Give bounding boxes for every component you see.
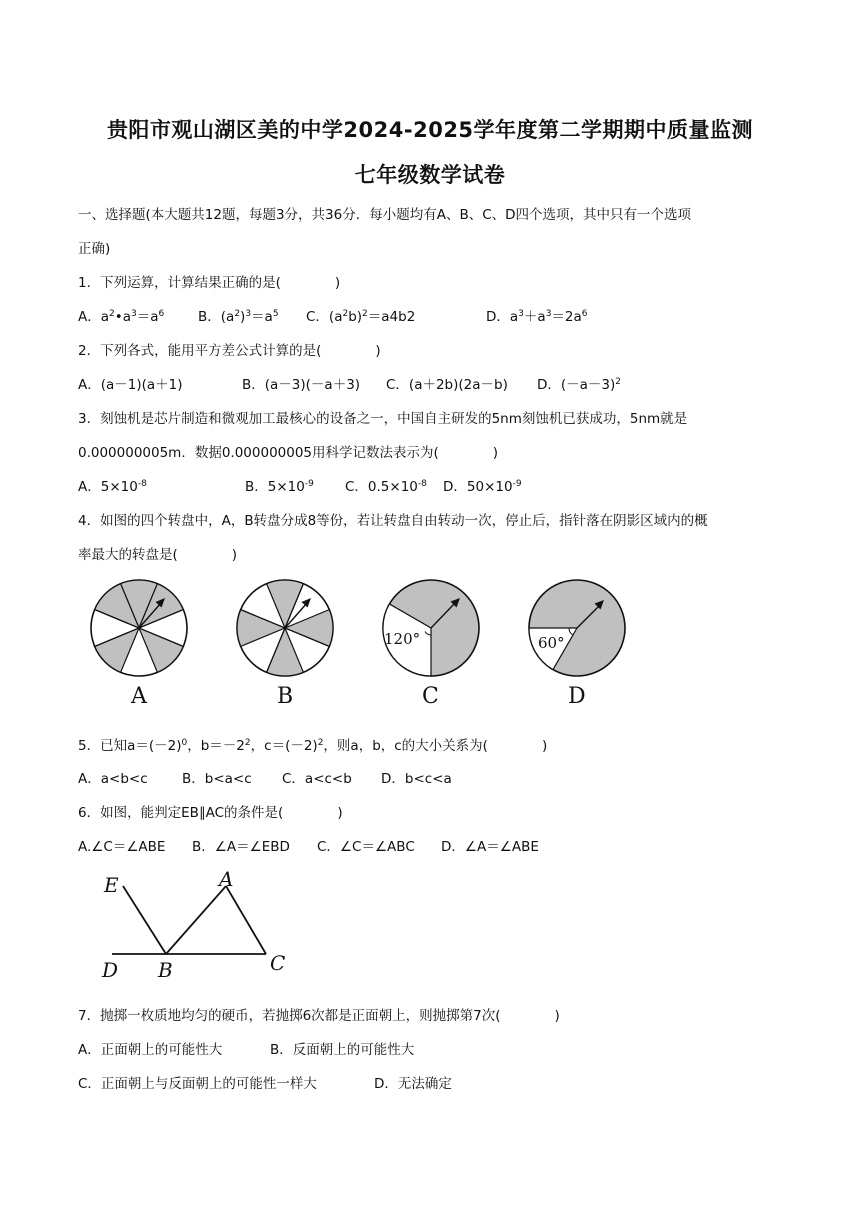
spinner-label-c: C — [422, 684, 439, 709]
q1-option-b: B．$(a^2)^3=a^5$ — [198, 309, 279, 325]
q1-option-c: C．$(a^2b)^2=a4b2$ — [306, 309, 416, 325]
spinner-a — [91, 580, 187, 676]
q7-stem: 7．抛掷一枚质地均匀的硬币，若抛掷6次都是正面朝上，则抛掷第7次( ) — [78, 1008, 560, 1024]
q2-option-b: B．(a－3)(－a＋3) — [242, 377, 361, 393]
point-label-e: E — [104, 873, 119, 897]
section-intro-cont: 正确) — [78, 241, 111, 257]
section-intro: 一、选择题(本大题共12题，每题3分，共36分．每小题均有A、B、C、D四个选项，其中只有一个选项 — [78, 207, 692, 223]
q3-option-b: B．$5\times 10^{-9}$ — [245, 479, 314, 495]
segment-ba — [166, 886, 226, 954]
q6-option-b: B．∠A＝∠EBD — [192, 839, 290, 855]
segment-ac — [226, 886, 266, 954]
q5-stem: 5．已知$a=(-2)^0$，$b=-2^2$，$c=(-2)^2$，则a，b，c的大小关系为( ) — [78, 738, 548, 754]
q1-stem: 1．下列运算，计算结果正确的是( ) — [78, 275, 341, 291]
q4-stem-cont: 率最大的转盘是( ) — [78, 547, 238, 563]
q6-option-c: C．∠C＝∠ABC — [317, 839, 415, 855]
q2-option-d: D．$(-a-3)^2$ — [537, 377, 622, 393]
spinner-c — [383, 580, 479, 676]
geometry-figure — [0, 862, 860, 982]
q6-stem: 6．如图，能判定EB∥AC的条件是( ) — [78, 805, 343, 821]
spinner-label-a: A — [131, 684, 147, 709]
angle-label-c: 120° — [384, 630, 421, 648]
q2-option-a: A．(a－1)(a＋1) — [78, 377, 183, 393]
spinner-figures — [0, 572, 860, 712]
q3-stem: 3．刻蚀机是芯片制造和微观加工最核心的设备之一，中国自主研发的5nm刻蚀机已获成功，5nm就是 — [78, 411, 688, 427]
q3-option-a: A．$5\times 10^{-8}$ — [78, 479, 147, 495]
q6-option-a: A.∠C＝∠ABE — [78, 839, 166, 855]
q5-option-c: C．a<c<b — [282, 771, 352, 787]
q4-stem: 4．如图的四个转盘中，A，B转盘分成8等份，若让转盘自由转动一次，停止后，指针落在阴影区域内的概 — [78, 513, 708, 529]
point-label-d: D — [102, 958, 119, 982]
point-label-a: A — [219, 867, 234, 891]
spinner-label-b: B — [277, 684, 294, 709]
spinner-d — [529, 580, 625, 676]
exam-title: 贵阳市观山湖区美的中学2024-2025学年度第二学期期中质量监测 — [106, 118, 754, 142]
spinner-label-d: D — [568, 684, 586, 709]
spinner-b — [237, 580, 333, 676]
q1-option-d: D．$a^3+a^3=2a^6$ — [486, 309, 588, 325]
point-label-c: C — [270, 951, 286, 975]
q1-option-a: A．$a^2•a^3=a^6$ — [78, 309, 165, 325]
q7-option-d: D．无法确定 — [374, 1076, 452, 1092]
exam-subtitle: 七年级数学试卷 — [354, 163, 506, 187]
q5-option-d: D．b<c<a — [381, 771, 452, 787]
point-label-b: B — [158, 958, 173, 982]
angle-label-d: 60° — [538, 634, 565, 652]
q2-option-c: C．(a＋2b)(2a－b) — [386, 377, 508, 393]
segment-eb — [123, 886, 166, 954]
q7-option-c: C．正面朝上与反面朝上的可能性一样大 — [78, 1076, 317, 1092]
q3-option-d: D．$50\times 10^{-9}$ — [443, 479, 522, 495]
q7-option-a: A．正面朝上的可能性大 — [78, 1042, 223, 1058]
q6-option-d: D．∠A＝∠ABE — [441, 839, 539, 855]
q3-stem-cont: 0.000000005m．数据0.000000005用科学记数法表示为( ) — [78, 445, 499, 461]
q2-stem: 2．下列各式，能用平方差公式计算的是( ) — [78, 343, 381, 359]
q7-option-b: B．反面朝上的可能性大 — [270, 1042, 415, 1058]
q5-option-a: A．a<b<c — [78, 771, 148, 787]
q3-option-c: C．$0.5\times 10^{-8}$ — [345, 479, 427, 495]
q5-option-b: B．b<a<c — [182, 771, 252, 787]
